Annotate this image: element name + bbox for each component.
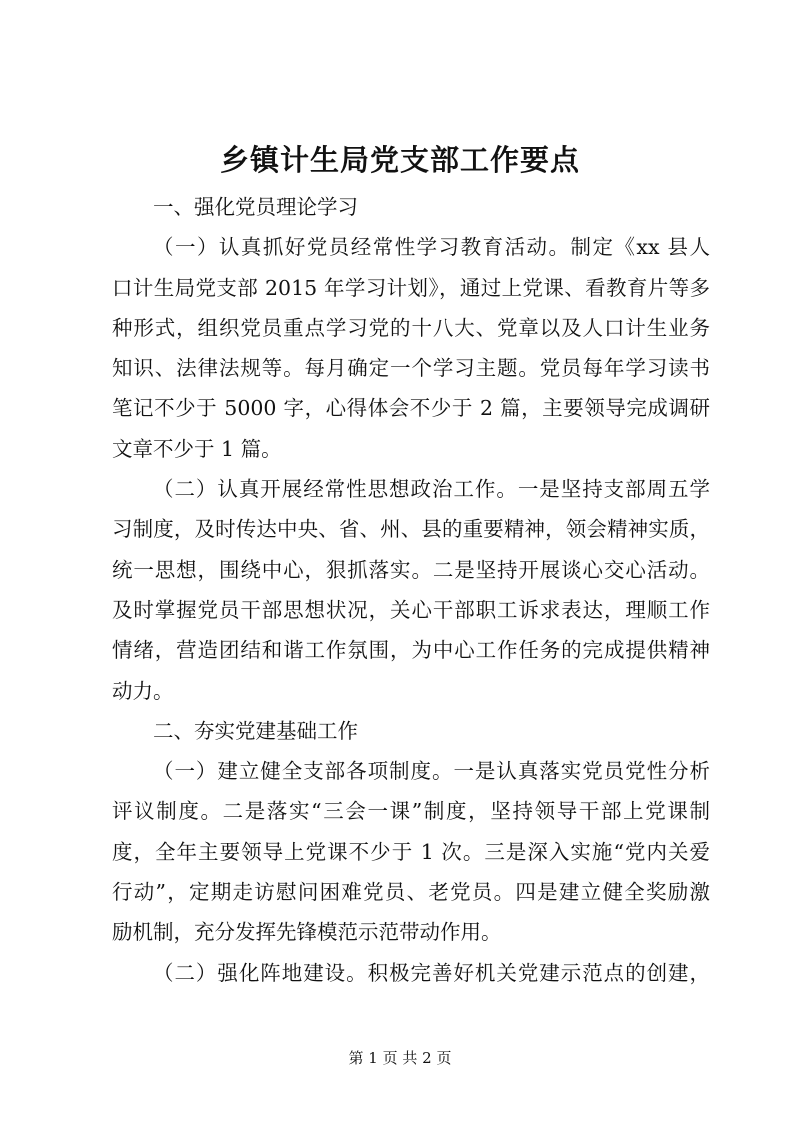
section-heading-1: 一、强化党员理论学习 [153, 195, 358, 219]
paragraph-line: 口计生局党支部 2015 年学习计划》，通过上党课、看教育片等多 [112, 275, 710, 300]
document-body [112, 187, 710, 993]
paragraph-line: 文章不少于 1 篇。 [112, 436, 282, 461]
paragraph-line: 励机制，充分发挥先锋模范示范带动作用。 [112, 920, 502, 945]
page-footer: 第 1 页 共 2 页 [348, 1049, 452, 1067]
paragraph-line: 评议制度。二是落实“三会一课”制度，坚持领导干部上党课制 [112, 799, 710, 824]
paragraph-line: 习制度，及时传达中央、省、州、县的重要精神，领会精神实质， [112, 517, 710, 542]
paragraph-line: （一）认真抓好党员经常性学习教育活动。制定《xx 县人 [153, 235, 710, 260]
document-title: 乡镇计生局党支部工作要点 [219, 143, 580, 177]
section-heading-2: 二、夯实党建基础工作 [153, 718, 358, 743]
paragraph-line: 度，全年主要领导上党课不少于 1 次。三是深入实施“党内关爱 [112, 839, 710, 864]
paragraph-4 [112, 953, 710, 993]
paragraph-line: （二）认真开展经常性思想政治工作。一是坚持支部周五学 [153, 477, 710, 502]
paragraph-line: 统一思想，围绕中心，狠抓落实。二是坚持开展谈心交心活动。 [112, 557, 710, 582]
paragraph-line: （二）强化阵地建设。积极完善好机关党建示范点的创建， [153, 960, 710, 985]
paragraph-1 [112, 227, 710, 469]
paragraph-3 [112, 751, 710, 952]
paragraph-line: （一）建立健全支部各项制度。一是认真落实党员党性分析 [153, 759, 710, 784]
paragraph-line: 情绪，营造团结和谐工作氛围，为中心工作任务的完成提供精神 [112, 638, 710, 663]
paragraph-line: 笔记不少于 5000 字，心得体会不少于 2 篇，主要领导完成调研 [112, 396, 710, 421]
paragraph-line: 及时掌握党员干部思想状况，关心干部职工诉求表达，理顺工作 [112, 597, 710, 622]
paragraph-line: 动力。 [112, 678, 174, 703]
paragraph-line: 种形式，组织党员重点学习党的十八大、党章以及人口计生业务 [112, 315, 710, 340]
paragraph-line: 知识、法律法规等。每月确定一个学习主题。党员每年学习读书 [112, 356, 710, 381]
paragraph-2 [112, 469, 710, 711]
paragraph-line: 行动”，定期走访慰问困难党员、老党员。四是建立健全奖励激 [112, 880, 710, 905]
